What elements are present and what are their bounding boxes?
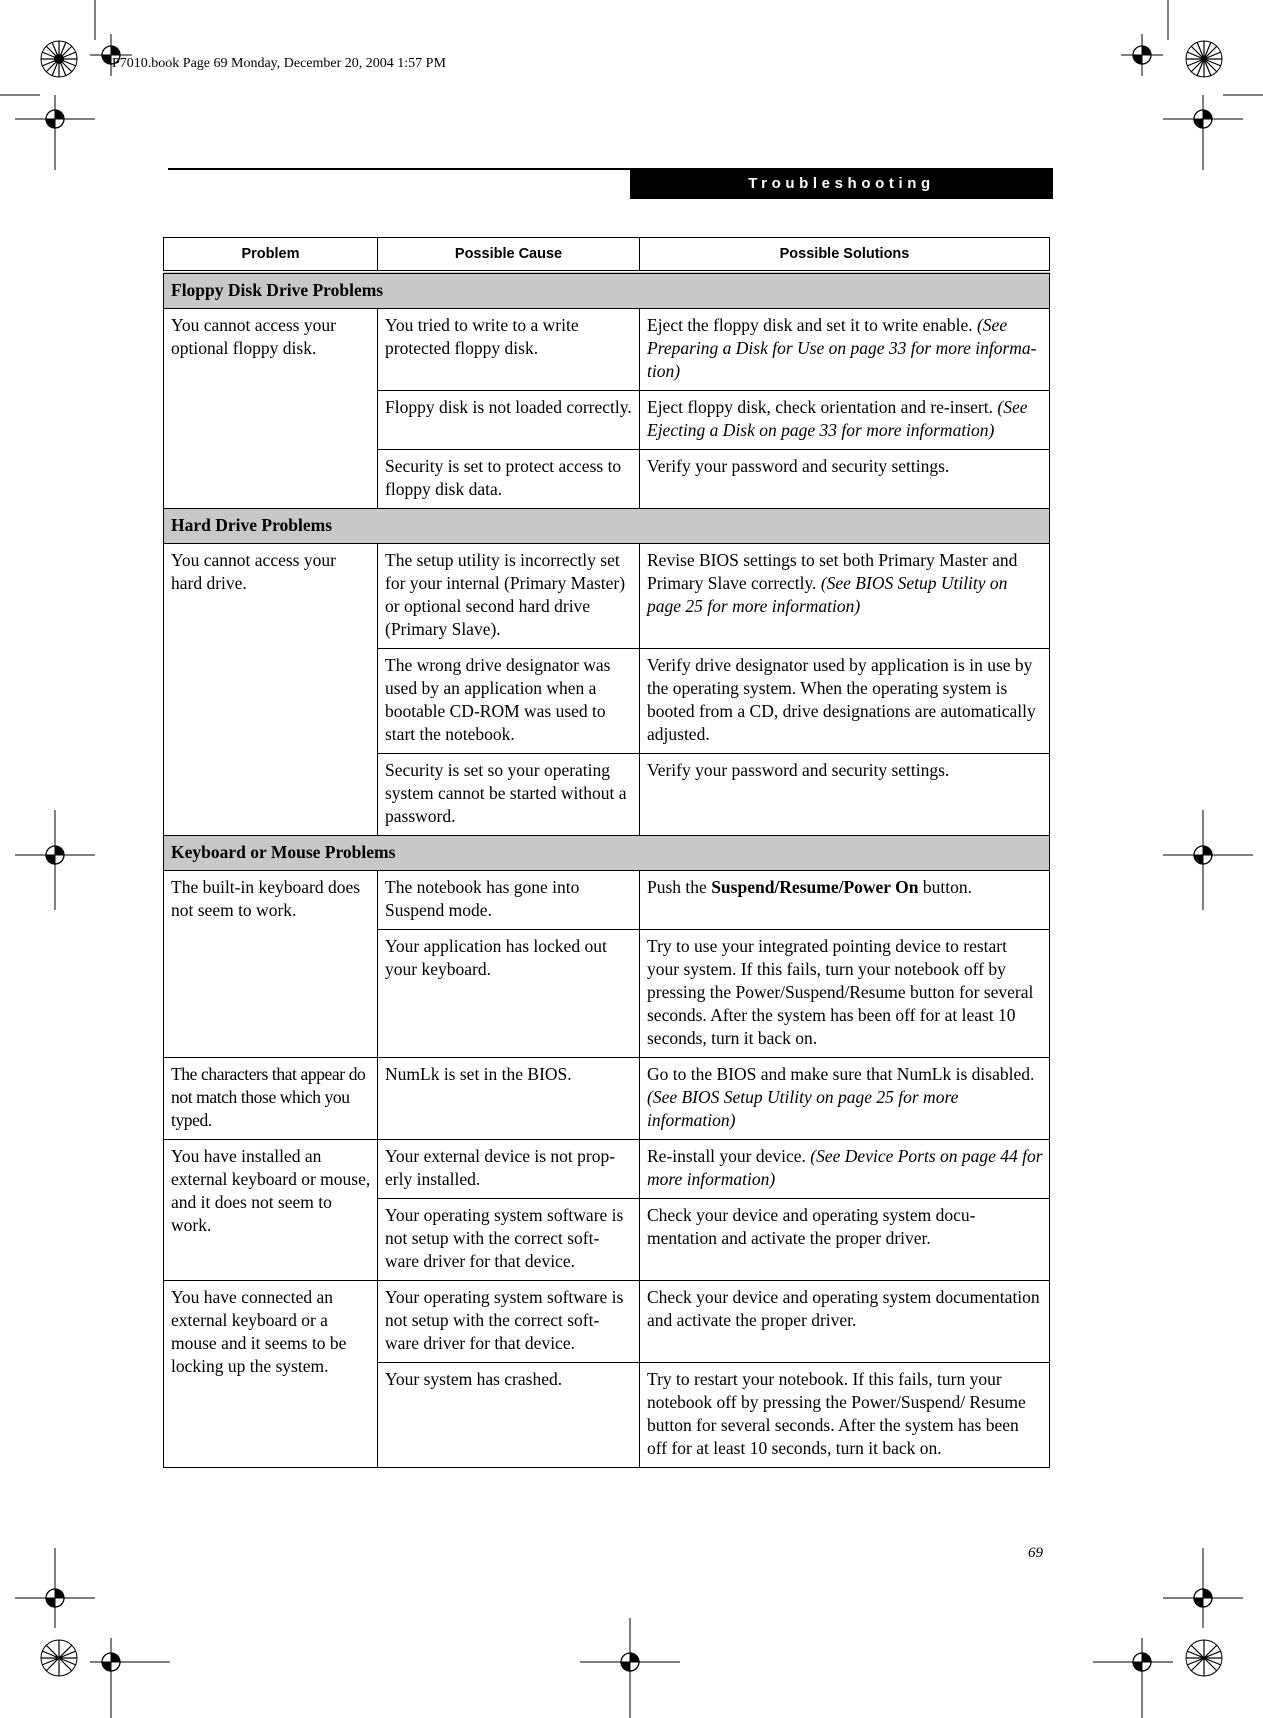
cross-reference: (See Ejecting a Disk on page 33 for more information) bbox=[647, 397, 1028, 440]
solution-cell bbox=[640, 309, 1050, 391]
cross-reference: (See BIOS Setup Utility on page 25 for more information) bbox=[647, 573, 1008, 616]
table-row bbox=[164, 309, 1050, 391]
cause-cell: You tried to write to a write protected floppy disk. bbox=[378, 309, 640, 391]
problem-cell: You cannot access your hard drive. bbox=[164, 544, 378, 836]
cause-cell: The setup utility is incorrectly set for your internal (Primary Master) or optional second hard drive (Primary Slave). bbox=[378, 544, 640, 649]
troubleshooting-table bbox=[163, 237, 1050, 1468]
problem-cell: You cannot access your optional floppy disk. bbox=[164, 309, 378, 509]
solution-cell bbox=[640, 871, 1050, 930]
problem-cell: You have connected an external keyboard or a mouse and it seems to be locking up the system. bbox=[164, 1281, 378, 1468]
page-number: 69 bbox=[1028, 1545, 1043, 1561]
table-row bbox=[164, 871, 1050, 930]
section-title: Floppy Disk Drive Problems bbox=[164, 272, 1050, 309]
solution-text: Eject the floppy disk and set it to write enable. bbox=[647, 315, 973, 335]
problem-cell: You have installed an external keyboard or mouse, and it does not seem to work. bbox=[164, 1140, 378, 1281]
solution-cell bbox=[640, 1140, 1050, 1199]
button-name: Suspend/Resume/Power On bbox=[711, 877, 919, 897]
section-header: Troubleshooting bbox=[630, 168, 1053, 199]
solution-cell: Try to restart your notebook. If this fails, turn your notebook off by pressing the Power/Suspend/ Resume button for several seconds. After the system has been off for at least 10 seconds, turn it back on. bbox=[640, 1363, 1050, 1468]
registration-mark-bottom-center-icon bbox=[570, 1618, 690, 1718]
solution-cell bbox=[640, 1058, 1050, 1140]
registration-mark-bottom-right-icon bbox=[1063, 1538, 1263, 1718]
cause-cell: Your operating system software is not setup with the correct soft-ware driver for that device. bbox=[378, 1199, 640, 1281]
cause-cell: The wrong drive designator was used by an application when a bootable CD-ROM was used to start the notebook. bbox=[378, 649, 640, 754]
cause-cell: Your external device is not prop-erly installed. bbox=[378, 1140, 640, 1199]
table-row bbox=[164, 1140, 1050, 1199]
header-rule bbox=[168, 168, 630, 170]
solution-cell: Check your device and operating system documentation and activate the proper driver. bbox=[640, 1281, 1050, 1363]
header-problem: Problem bbox=[164, 238, 378, 273]
cross-reference: (See Preparing a Disk for Use on page 33 for more informa-tion) bbox=[647, 315, 1037, 381]
table-header-row bbox=[164, 238, 1050, 273]
section-title: Hard Drive Problems bbox=[164, 509, 1050, 544]
problem-cell: The characters that appear do not match those which you typed. bbox=[164, 1058, 378, 1140]
table-row bbox=[164, 1058, 1050, 1140]
table-row bbox=[164, 544, 1050, 649]
cause-cell: The notebook has gone into Suspend mode. bbox=[378, 871, 640, 930]
cause-cell: Your operating system software is not setup with the correct soft-ware driver for that device. bbox=[378, 1281, 640, 1363]
header-possible-solutions: Possible Solutions bbox=[640, 238, 1050, 273]
registration-mark-top-right-icon bbox=[1063, 0, 1263, 180]
solution-text: Push the bbox=[647, 877, 707, 897]
cause-cell: Your system has crashed. bbox=[378, 1363, 640, 1468]
registration-mark-mid-right-icon bbox=[1143, 800, 1263, 920]
solution-cell: Verify your password and security settings. bbox=[640, 450, 1050, 509]
section-row-floppy bbox=[164, 272, 1050, 309]
solution-cell: Verify your password and security settings. bbox=[640, 754, 1050, 836]
cause-cell: Security is set so your operating system cannot be started without a password. bbox=[378, 754, 640, 836]
solution-text: Revise BIOS settings to set both Primary Master and Primary Slave correctly. bbox=[647, 550, 1018, 593]
problem-cell: The built-in keyboard does not seem to work. bbox=[164, 871, 378, 1058]
cross-reference: (See Device Ports on page 44 for more information) bbox=[647, 1146, 1043, 1189]
registration-mark-mid-left-icon bbox=[0, 800, 120, 920]
registration-mark-bottom-left-icon bbox=[0, 1538, 200, 1718]
section-row-keyboard-mouse bbox=[164, 836, 1050, 871]
cause-cell: Your application has locked out your keyboard. bbox=[378, 930, 640, 1058]
solution-text: Re-install your device. bbox=[647, 1146, 806, 1166]
solution-text: Go to the BIOS and make sure that NumLk is disabled. bbox=[647, 1064, 1035, 1084]
solution-cell: Verify drive designator used by application is in use by the operating system. When the operating system is booted from a CD, drive designations are automatically adjusted. bbox=[640, 649, 1050, 754]
section-row-hard-drive bbox=[164, 509, 1050, 544]
solution-cell: Check your device and operating system docu-mentation and activate the proper driver. bbox=[640, 1199, 1050, 1281]
cause-cell: NumLk is set in the BIOS. bbox=[378, 1058, 640, 1140]
section-title: Keyboard or Mouse Problems bbox=[164, 836, 1050, 871]
solution-cell bbox=[640, 391, 1050, 450]
cause-cell: Floppy disk is not loaded correctly. bbox=[378, 391, 640, 450]
registration-mark-top-left-icon bbox=[0, 0, 200, 180]
solution-text: button. bbox=[922, 877, 972, 897]
table-row bbox=[164, 1281, 1050, 1363]
solution-text: Eject floppy disk, check orientation and re-insert. bbox=[647, 397, 993, 417]
solution-cell bbox=[640, 544, 1050, 649]
print-slug: P7010.book Page 69 Monday, December 20, 2004 1:57 PM bbox=[112, 56, 446, 71]
cross-reference: (See BIOS Setup Utility on page 25 for more information) bbox=[647, 1087, 959, 1130]
header-possible-cause: Possible Cause bbox=[378, 238, 640, 273]
cause-cell: Security is set to protect access to floppy disk data. bbox=[378, 450, 640, 509]
solution-cell: Try to use your integrated pointing device to restart your system. If this fails, turn your notebook off by pressing the Power/Suspend/Resume button for several seconds. After the system has been off for at least 10 seconds, turn it back on. bbox=[640, 930, 1050, 1058]
